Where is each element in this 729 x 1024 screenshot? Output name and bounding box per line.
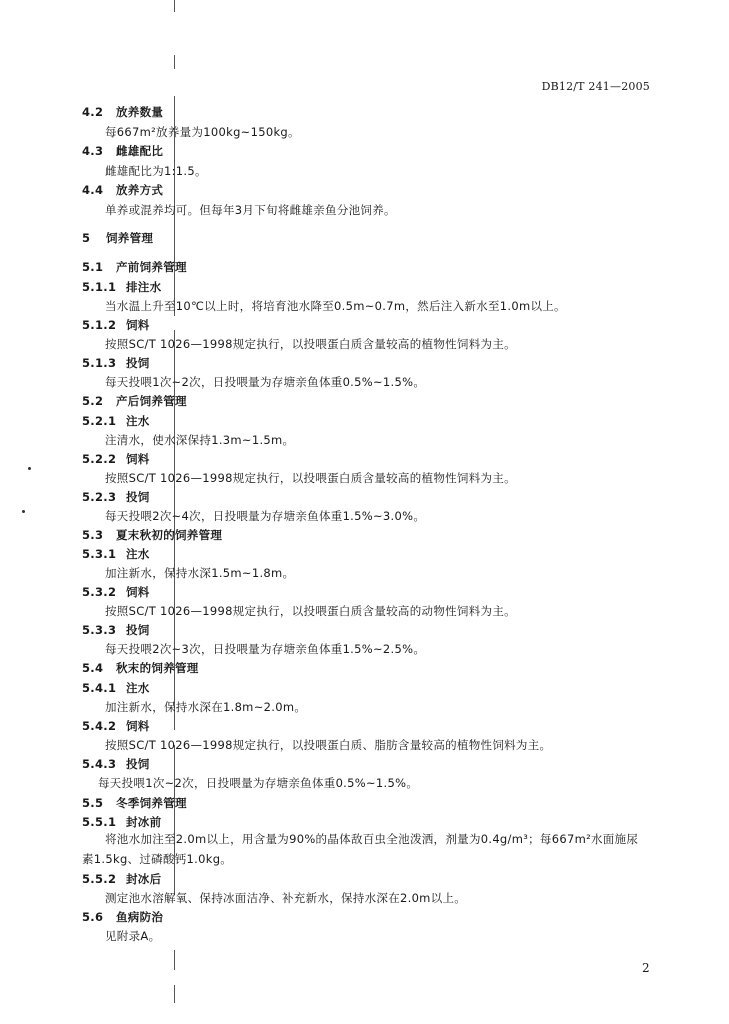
subsection-title: 饲料 <box>126 318 150 332</box>
subsection-text: 按照SC/T 1026—1998规定执行，以投喂蛋白质含量较高的动物性饲料为主。 <box>105 604 516 618</box>
chapter-number: 5 <box>82 231 91 245</box>
subsection-title: 封冰前 <box>126 815 162 829</box>
subsection-number: 5.1.1 <box>82 280 117 294</box>
subsection-text: 测定池水溶解氧、保持冰面洁净、补充新水，保持水深在2.0m以上。 <box>105 891 467 905</box>
subsection-heading <box>82 546 150 562</box>
subsection-heading <box>82 584 150 600</box>
section-number: 5.4 <box>82 661 104 675</box>
subsection-title: 注水 <box>126 547 150 561</box>
subsection-text: 每天投喂1次~2次，日投喂量为存塘亲鱼体重0.5%~1.5%。 <box>98 776 419 790</box>
scan-artifact-line <box>174 745 175 895</box>
scan-artifact-dot <box>28 467 31 470</box>
subsection-title: 注水 <box>126 681 150 695</box>
subsection-number: 5.2.1 <box>82 414 117 428</box>
subsection-text: 当水温上升至10℃以上时，将培育池水降至0.5m~0.7m，然后注入新水至1.0m以上。 <box>105 299 566 313</box>
subsection-heading <box>82 413 150 429</box>
subsection-text: 注清水，使水深保持1.3m~1.5m。 <box>105 433 295 447</box>
section-number: 5.3 <box>82 528 104 542</box>
subsection-number: 5.2.2 <box>82 452 117 466</box>
section-title: 秋末的饲养管理 <box>116 661 199 675</box>
subsection-heading <box>82 489 150 505</box>
section-number: 5.2 <box>82 394 104 408</box>
subsection-text: 将池水加注至2.0m以上，用含量为90%的晶体敌百虫全池泼洒，剂量为0.4g/m³；每667m²水面施尿素1.5kg、过磷酸钙1.0kg。 <box>82 832 639 866</box>
section-title: 鱼病防治 <box>116 910 164 924</box>
section-heading <box>82 795 187 811</box>
page-number: 2 <box>642 961 650 975</box>
subsection-heading <box>82 451 150 467</box>
subsection-title: 投饲 <box>126 356 150 370</box>
section-title: 产前饲养管理 <box>116 260 187 274</box>
subsection-text: 每天投喂2次~4次，日投喂量为存塘亲鱼体重1.5%~3.0%。 <box>105 509 426 523</box>
section-title: 夏末秋初的饲养管理 <box>116 528 223 542</box>
chapter-heading <box>82 230 153 246</box>
subsection-title: 投饲 <box>126 757 150 771</box>
subsection-number: 5.4.2 <box>82 719 117 733</box>
document-code-header: DB12/T 241—2005 <box>541 80 650 93</box>
subsection-title: 注水 <box>126 414 150 428</box>
section-heading <box>82 182 163 198</box>
subsection-number: 5.4.3 <box>82 757 117 771</box>
subsection-text: 每天投喂1次~2次，日投喂量为存塘亲鱼体重0.5%~1.5%。 <box>105 375 426 389</box>
subsection-text: 按照SC/T 1026—1998规定执行，以投喂蛋白质含量较高的植物性饲料为主。 <box>105 471 516 485</box>
subsection-number: 5.1.3 <box>82 356 117 370</box>
subsection-heading <box>82 718 150 734</box>
section-number: 5.6 <box>82 910 104 924</box>
subsection-heading <box>82 814 161 830</box>
section-title: 放养方式 <box>116 183 164 197</box>
section-heading <box>82 104 163 120</box>
subsection-heading <box>82 756 150 772</box>
section-number: 4.4 <box>82 183 104 197</box>
section-number: 4.2 <box>82 105 104 119</box>
subsection-heading <box>82 680 150 696</box>
section-heading <box>82 909 163 925</box>
subsection-text: 每天投喂2次~3次，日投喂量为存塘亲鱼体重1.5%~2.5%。 <box>105 642 426 656</box>
subsection-number: 5.4.1 <box>82 681 117 695</box>
subsection-title: 投饲 <box>126 623 150 637</box>
subsection-text: 按照SC/T 1026—1998规定执行，以投喂蛋白质、脂肪含量较高的植物性饲料为主。 <box>105 738 552 752</box>
subsection-heading <box>82 622 150 638</box>
section-title: 放养数量 <box>116 105 164 119</box>
subsection-title: 饲料 <box>126 452 150 466</box>
subsection-number: 5.3.3 <box>82 623 117 637</box>
subsection-number: 5.5.2 <box>82 872 117 886</box>
section-heading <box>82 143 163 159</box>
section-title: 雌雄配比 <box>116 144 164 158</box>
section-text: 每667m²放养量为100kg~150kg。 <box>105 125 300 139</box>
subsection-number: 5.1.2 <box>82 318 117 332</box>
subsection-number: 5.2.3 <box>82 490 117 504</box>
section-title: 冬季饲养管理 <box>116 796 187 810</box>
subsection-heading <box>82 871 161 887</box>
section-text: 雌雄配比为1:1.5。 <box>105 164 207 178</box>
section-number: 4.3 <box>82 144 104 158</box>
scan-artifact-line <box>174 0 175 12</box>
section-title: 产后饲养管理 <box>116 394 187 408</box>
section-text: 单养或混养均可。但每年3月下旬将雌雄亲鱼分池饲养。 <box>105 203 396 217</box>
section-heading <box>82 259 187 275</box>
scan-artifact-line <box>174 55 175 69</box>
chapter-title: 饲养管理 <box>106 231 154 245</box>
subsection-text: 加注新水，保持水深1.5m~1.8m。 <box>105 566 295 580</box>
section-number: 5.5 <box>82 796 104 810</box>
section-heading <box>82 393 187 409</box>
subsection-text: 按照SC/T 1026—1998规定执行，以投喂蛋白质含量较高的植物性饲料为主。 <box>105 337 516 351</box>
scan-artifact-line <box>174 950 175 970</box>
subsection-title: 投饲 <box>126 490 150 504</box>
subsection-number: 5.3.1 <box>82 547 117 561</box>
subsection-number: 5.3.2 <box>82 585 117 599</box>
section-heading <box>82 660 199 676</box>
subsection-text: 加注新水，保持水深在1.8m~2.0m。 <box>105 700 307 714</box>
section-number: 5.1 <box>82 260 104 274</box>
subsection-title: 饲料 <box>126 719 150 733</box>
subsection-heading <box>82 317 150 333</box>
subsection-title: 封冰后 <box>126 872 162 886</box>
scan-artifact-dot <box>22 510 25 513</box>
section-text: 见附录A。 <box>105 929 161 943</box>
subsection-number: 5.5.1 <box>82 815 117 829</box>
section-heading <box>82 527 222 543</box>
subsection-title: 排注水 <box>126 280 162 294</box>
subsection-title: 饲料 <box>126 585 150 599</box>
subsection-heading <box>82 279 161 295</box>
scan-artifact-line <box>174 985 175 1003</box>
subsection-heading <box>82 355 150 371</box>
